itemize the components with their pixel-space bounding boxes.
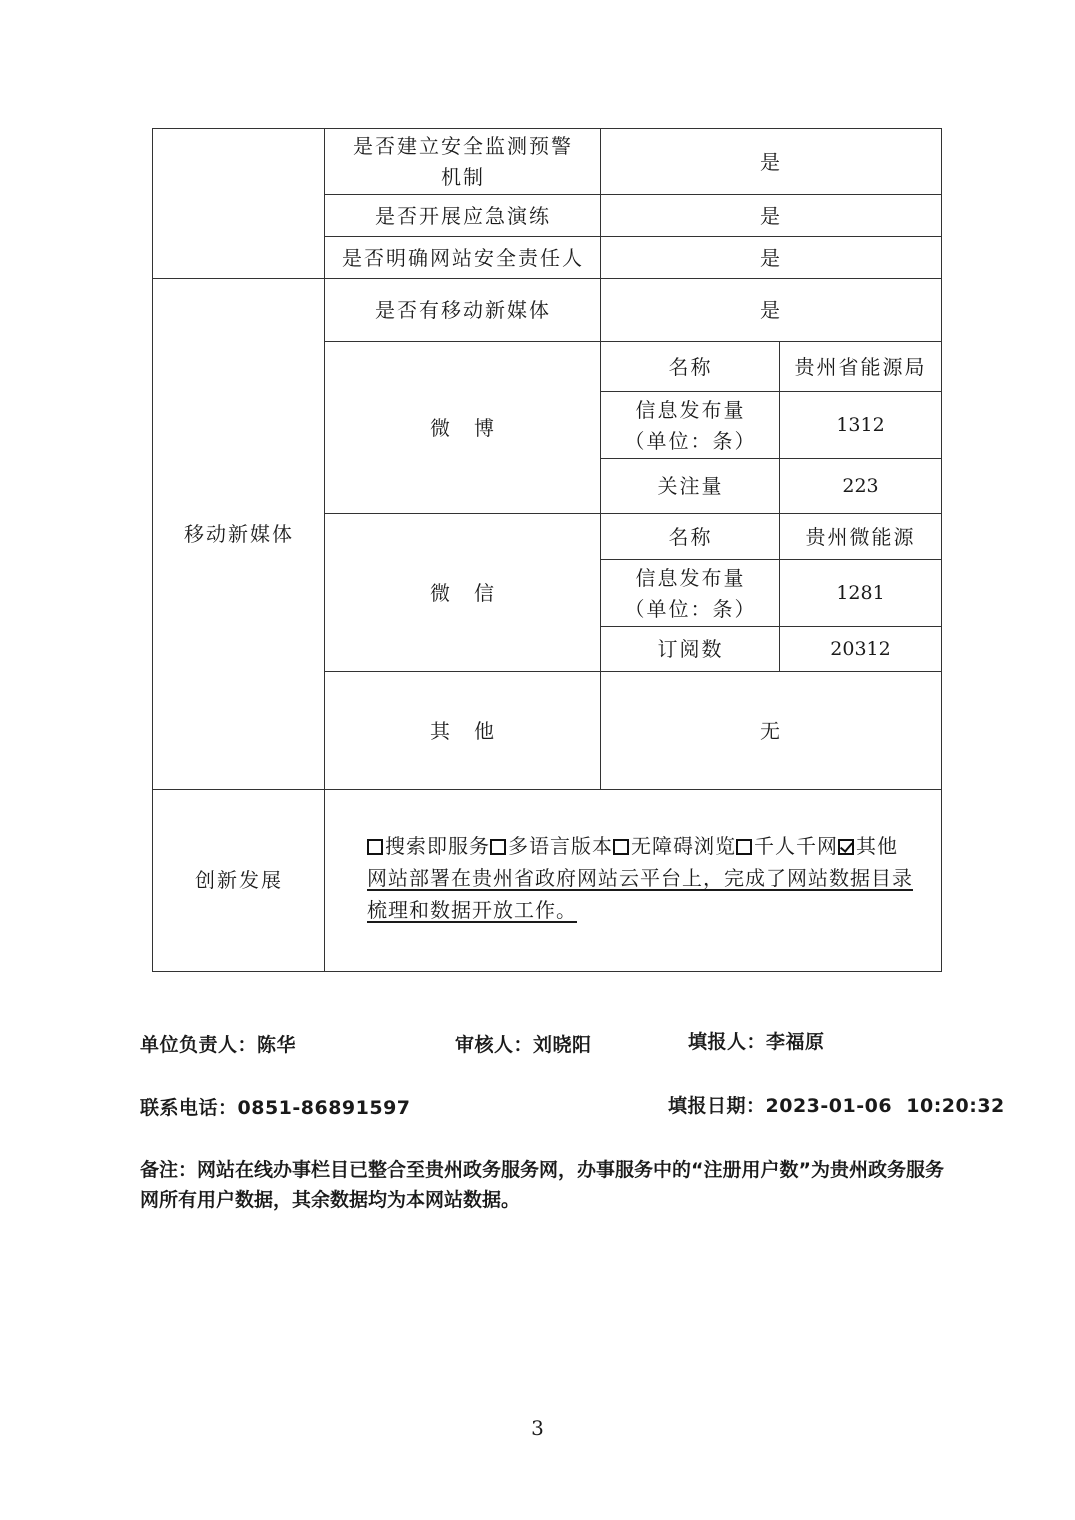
option-label: 搜索即服务 xyxy=(385,834,490,858)
security-section-cell xyxy=(152,128,325,279)
fill-date: 填报日期：2023-01-06 10:20:32 xyxy=(668,1095,1005,1117)
checkbox-icon[interactable] xyxy=(736,839,752,855)
checkbox-icon[interactable] xyxy=(367,839,383,855)
page-number: 3 xyxy=(531,1416,544,1440)
contact-phone: 联系电话：0851-86891597 xyxy=(140,1097,411,1119)
wechat-name-value: 贵州微能源 xyxy=(779,513,942,560)
weibo-name-label: 名称 xyxy=(600,341,780,392)
innovation-other-text: 网站部署在贵州省政府网站云平台上，完成了网站数据目录梳理和数据开放工作。 xyxy=(367,866,913,922)
wechat-name-label: 名称 xyxy=(600,513,780,560)
drill-label: 是否开展应急演练 xyxy=(324,194,601,237)
weibo-followers-value: 223 xyxy=(779,458,942,514)
option-label: 无障碍浏览 xyxy=(631,834,736,858)
monitoring-label: 是否建立安全监测预警 机制 xyxy=(324,128,601,195)
option-label: 千人千网 xyxy=(754,834,838,858)
wechat-subs-label: 订阅数 xyxy=(600,626,780,672)
innovation-label: 创新发展 xyxy=(152,789,325,972)
mobile-section-label: 移动新媒体 xyxy=(152,278,325,790)
wechat-posts-label: 信息发布量 （单位：条） xyxy=(600,559,780,627)
weibo-followers-label: 关注量 xyxy=(600,458,780,514)
option-label: 多语言版本 xyxy=(508,834,613,858)
reviewer: 审核人：刘晓阳 xyxy=(455,1034,592,1056)
weibo-name-value: 贵州省能源局 xyxy=(779,341,942,392)
other-media-label: 其 他 xyxy=(324,671,601,790)
filler: 填报人：李福原 xyxy=(688,1031,825,1053)
checkbox-icon[interactable] xyxy=(490,839,506,855)
monitoring-value: 是 xyxy=(600,128,942,195)
wechat-label: 微 信 xyxy=(324,513,601,672)
responsible-value: 是 xyxy=(600,236,942,279)
innovation-options xyxy=(367,830,933,862)
option-label: 其他 xyxy=(856,834,898,858)
checkbox-icon[interactable] xyxy=(613,839,629,855)
weibo-posts-value: 1312 xyxy=(779,391,942,459)
remark-note: 备注：网站在线办事栏目已整合至贵州政务服务网，办事服务中的“注册用户数”为贵州政务服务网所有用户数据，其余数据均为本网站数据。 xyxy=(140,1159,944,1211)
mobile-has-label: 是否有移动新媒体 xyxy=(324,278,601,342)
weibo-label: 微 博 xyxy=(324,341,601,514)
weibo-posts-label: 信息发布量 （单位：条） xyxy=(600,391,780,459)
innovation-content xyxy=(324,789,942,972)
unit-head: 单位负责人：陈华 xyxy=(140,1034,297,1056)
checked-checkbox-icon[interactable] xyxy=(838,839,854,855)
responsible-label: 是否明确网站安全责任人 xyxy=(324,236,601,279)
wechat-posts-value: 1281 xyxy=(779,559,942,627)
wechat-subs-value: 20312 xyxy=(779,626,942,672)
mobile-has-value: 是 xyxy=(600,278,942,342)
other-media-value: 无 xyxy=(600,671,942,790)
drill-value: 是 xyxy=(600,194,942,237)
